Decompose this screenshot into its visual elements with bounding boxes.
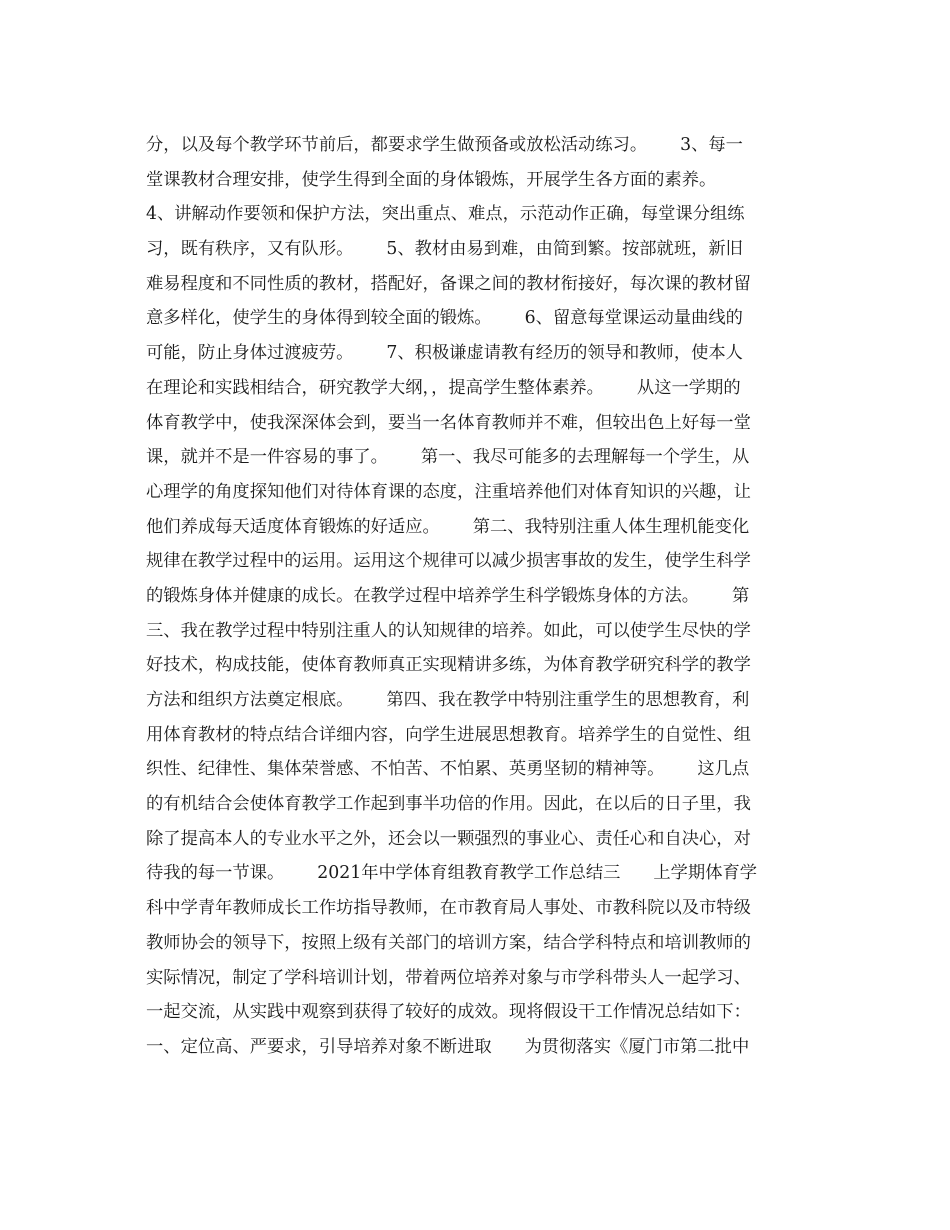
text-line: 的锻炼身体并健康的成长。在教学过程中培养学生科学锻炼身体的方法。 第 (146, 585, 750, 606)
text-line: 分，以及每个教学环节前后，都要求学生做预备或放松活动练习。 3、每一 (146, 135, 743, 155)
text-line: 难易程度和不同性质的教材，搭配好，备课之间的教材衔接好，每次课的教材留 (146, 273, 751, 294)
text-line: 教师协会的领导下，按照上级有关部门的培训方案，结合学科特点和培训教师的 (146, 932, 751, 953)
text-line: 好技术，构成技能，使体育教师真正实现精讲多练，为体育教学研究科学的教学 (146, 655, 751, 676)
text-line: 的有机结合会使体育教学工作起到事半功倍的作用。因此，在以后的日子里，我 (146, 794, 751, 815)
text-line: 意多样化，使学生的身体得到较全面的锻炼。 6、留意每堂课运动量曲线的 (146, 308, 743, 329)
text-line: 4、讲解动作要领和保护方法，突出重点、难点，示范动作正确，每堂课分组练 (146, 204, 745, 225)
text-line: 规律在教学过程中的运用。运用这个规律可以减少损害事故的发生，使学生科学 (146, 551, 751, 572)
text-line: 科中学青年教师成长工作坊指导教师，在市教育局人事处、市教科院以及市特级 (146, 898, 751, 919)
text-line: 体育教学中，使我深深体会到，要当一名体育教师并不难，但较出色上好每一堂 (146, 412, 751, 433)
text-line: 待我的每一节课。 2021年中学体育组教育教学工作总结三 上学期体育学 (146, 863, 758, 884)
text-line: 织性、纪律性、集体荣誉感、不怕苦、不怕累、英勇坚韧的精神等。 这几点 (146, 759, 750, 780)
text-line: 可能，防止身体过渡疲劳。 7、积极谦虚请教有经历的领导和教师，使本人 (146, 343, 743, 364)
text-line: 一起交流，从实践中观察到获得了较好的成效。现将假设干工作情况总结如下： (146, 1002, 751, 1023)
text-line: 习，既有秩序，又有队形。 5、教材由易到难，由简到繁。按部就班，新旧 (146, 239, 743, 260)
text-line: 他们养成每天适度体育锻炼的好适应。 第二、我特别注重人体生理机能变化 (146, 516, 750, 537)
text-line: 除了提高本人的专业水平之外，还会以一颗强烈的事业心、责任心和自决心，对 (146, 828, 751, 849)
body-text (146, 128, 816, 1065)
text-line: 方法和组织方法奠定根底。 第四、我在教学中特别注重学生的思想教育，利 (146, 690, 750, 710)
text-line: 在理论和实践相结合，研究教学大纲，，提高学生整体素养。 从这一学期的 (146, 377, 741, 398)
text-line: 三、我在教学过程中特别注重人的认知规律的培养。如此，可以使学生尽快的学 (146, 620, 751, 641)
text-line: 课，就并不是一件容易的事了。 第一、我尽可能多的去理解每一个学生，从 (146, 447, 750, 468)
text-line: 一、定位高、严要求，引导培养对象不断进取 为贯彻落实《厦门市第二批中 (146, 1036, 750, 1057)
text-line: 堂课教材合理安排，使学生得到全面的身体锻炼，开展学生各方面的素养。 (146, 169, 717, 190)
text-line: 心理学的角度探知他们对待体育课的态度，注重培养他们对体育知识的兴趣，让 (146, 481, 751, 502)
text-line: 实际情况，制定了学科培训计划，带着两位培养对象与市学科带头人一起学习、 (146, 967, 751, 988)
text-line: 用体育教材的特点结合详细内容，向学生进展思想教育。培养学生的自觉性、组 (146, 724, 751, 745)
